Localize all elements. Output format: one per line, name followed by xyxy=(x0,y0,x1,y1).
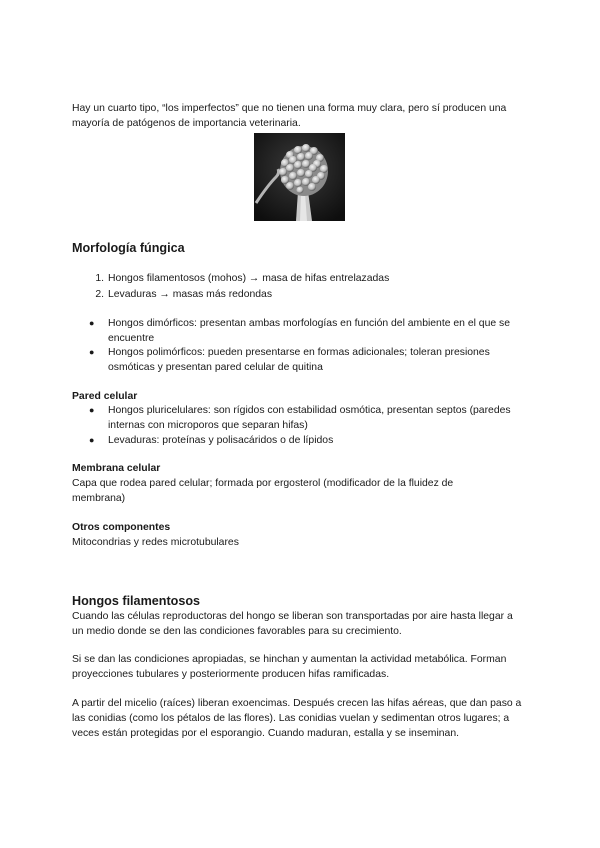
otros-paragraph: Mitocondrias y redes microtubulares xyxy=(72,537,239,548)
bullet-icon: ● xyxy=(89,318,95,328)
list-item-text: Hongos pluricelulares: son rígidos con estabilidad osmótica, presentan septos (paredes internas con microporos que separan hifas) xyxy=(108,405,511,431)
fungus-micrograph-figure xyxy=(254,133,345,221)
section-title-otros: Otros componentes xyxy=(72,522,171,533)
bullet-icon: ● xyxy=(89,347,95,357)
bullet-list-item xyxy=(89,316,528,346)
list-item-text: Hongos filamentosos (mohos) → masa de hifas entrelazadas xyxy=(108,273,390,284)
filamentosos-paragraph: Cuando las células reproductoras del hongo se liberan son transportadas por aire hasta llegar a un medio donde se den las condiciones favorables para su crecimiento. xyxy=(72,611,513,637)
bullet-icon: ● xyxy=(89,405,95,415)
ordered-list-item xyxy=(95,287,528,302)
ordered-list-item xyxy=(95,271,528,286)
intro-paragraph: Hay un cuarto tipo, “los imperfectos” que no tienen una forma muy clara, pero sí producen una mayoría de patógenos de importancia veterinaria. xyxy=(72,103,507,129)
filamentosos-paragraph: Si se dan las condiciones apropiadas, se hinchan y aumentan la actividad metabólica. Forman proyecciones tubulares y posteriormente producen hifas ramificadas. xyxy=(72,654,507,680)
list-item-text: Hongos polimórficos: pueden presentarse en formas adicionales; toleran presiones osmóticas y presentan pared celular de quitina xyxy=(108,347,490,373)
bullet-list-item xyxy=(89,345,528,375)
list-item-text: Hongos dimórficos: presentan ambas morfologías en función del ambiente en el que se encuentre xyxy=(108,318,511,344)
filamentosos-paragraph: A partir del micelio (raíces) liberan exoencimas. Después crecen las hifas aéreas, que dan paso a las conidias (como los pétalos de las flores). Las conidias vuelan y sedimentan otros lugares; a veces están protegidas por el esporangio. Cuando maduran, estalla y se inseminan. xyxy=(72,698,522,739)
fungus-conidiophore-micrograph-icon xyxy=(254,133,345,221)
section-title-membrana: Membrana celular xyxy=(72,463,161,474)
bullet-list-item xyxy=(89,433,528,448)
section-title-filamentosos: Hongos filamentosos xyxy=(72,594,201,608)
bullet-icon: ● xyxy=(89,435,95,445)
list-marker: 2. xyxy=(95,289,104,300)
list-item-text: Levaduras: proteínas y polisacáridos o de lípidos xyxy=(108,435,334,446)
section-title-pared: Pared celular xyxy=(72,391,138,402)
section-title-morfologia: Morfología fúngica xyxy=(72,241,185,255)
list-marker: 1. xyxy=(95,273,104,284)
bullet-list-item xyxy=(89,403,528,433)
list-item-text: Levaduras → masas más redondas xyxy=(108,289,273,300)
membrana-paragraph: Capa que rodea pared celular; formada por ergosterol (modificador de la fluidez de membrana) xyxy=(72,478,454,504)
